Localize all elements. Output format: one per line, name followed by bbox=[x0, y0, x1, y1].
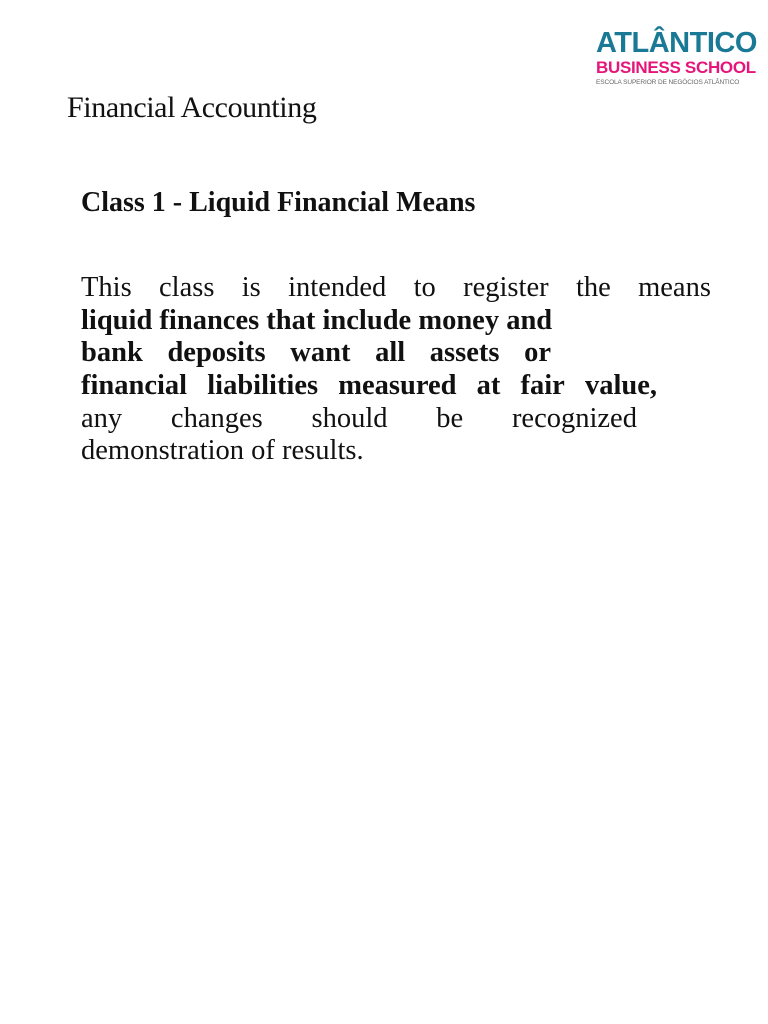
body-word: recognized bbox=[511, 402, 637, 434]
body-word: or bbox=[524, 337, 551, 369]
body-word: should bbox=[311, 402, 388, 434]
body-line-5 bbox=[81, 403, 637, 436]
body-word: at bbox=[476, 370, 501, 402]
body-word: financial bbox=[81, 370, 188, 402]
body-word: want bbox=[290, 337, 351, 369]
body-word: the bbox=[575, 272, 611, 303]
body-word: This bbox=[81, 272, 132, 303]
course-title: Financial Accounting bbox=[67, 91, 317, 124]
body-word: all bbox=[375, 337, 406, 369]
body-word: liabilities bbox=[207, 370, 319, 402]
body-word: changes bbox=[170, 402, 263, 434]
body-word: be bbox=[436, 402, 464, 434]
body-text bbox=[81, 272, 711, 468]
body-word: value, bbox=[584, 370, 657, 402]
logo-tagline: ESCOLA SUPERIOR DE NEGÓCIOS ATLÂNTICO bbox=[596, 79, 740, 86]
body-word: deposits bbox=[167, 337, 266, 369]
body-word: fair bbox=[520, 370, 565, 402]
body-phrase: liquid finances that include money and bbox=[81, 304, 553, 336]
body-line-1 bbox=[81, 272, 711, 305]
body-word: class bbox=[159, 272, 215, 303]
body-word: assets bbox=[429, 337, 500, 369]
body-word: register bbox=[463, 272, 549, 303]
logo-subtitle: BUSINESS SCHOOL bbox=[596, 58, 756, 77]
body-line-4 bbox=[81, 370, 657, 403]
body-line-3 bbox=[81, 337, 551, 370]
body-word: means bbox=[638, 272, 711, 303]
body-phrase: demonstration of results. bbox=[81, 435, 364, 467]
class-heading: Class 1 - Liquid Financial Means bbox=[81, 187, 476, 218]
body-word: measured bbox=[338, 370, 457, 402]
body-word: to bbox=[413, 272, 436, 303]
logo-name: ATLÂNTICO bbox=[596, 27, 757, 59]
body-word: intended bbox=[288, 272, 387, 303]
body-line-6 bbox=[81, 435, 711, 468]
body-word: bank bbox=[81, 337, 143, 369]
atlantico-logo bbox=[596, 27, 757, 88]
body-line-2 bbox=[81, 305, 711, 338]
body-word: is bbox=[241, 272, 261, 303]
body-word: any bbox=[81, 402, 123, 434]
